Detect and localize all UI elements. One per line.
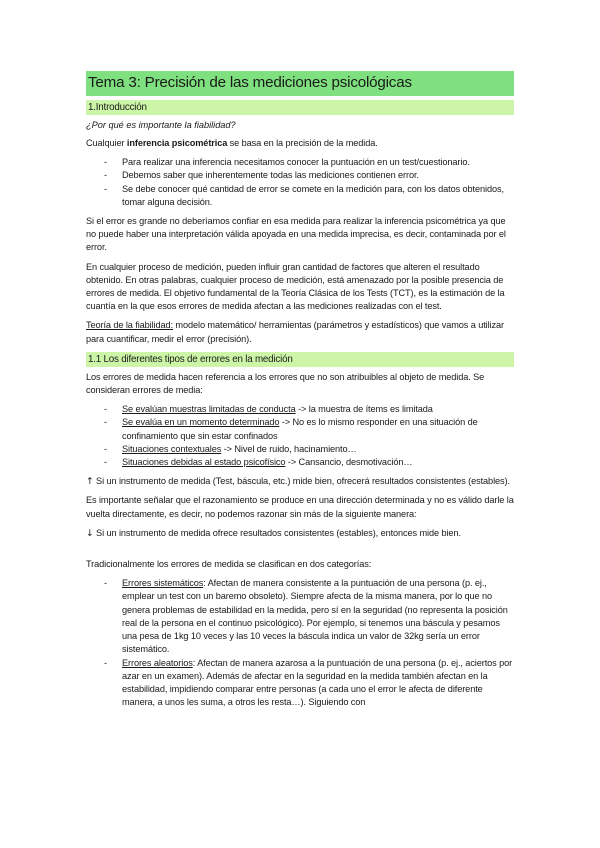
spacer xyxy=(86,546,514,558)
paragraph-text: Si un instrumento de medida ofrece resultados consistentes (estables), entonces mide bien. xyxy=(93,527,461,538)
paragraph-text: modelo matemático/ herramientas (parámetros y estadísticos) que vamos a utilizar para cuantificar, medir el error (precisión). xyxy=(86,320,504,344)
list-item-term: Errores sistemáticos xyxy=(122,578,204,589)
bold-term: inferencia psicométrica xyxy=(126,138,228,148)
paragraph-mide-bien xyxy=(86,475,514,488)
list-item-term: Se evalúa en un momento determinado xyxy=(122,417,280,428)
paragraph-categorias: Tradicionalmente los errores de medida se clasifican en dos categorías: xyxy=(86,559,372,570)
list-item-term: Situaciones debidas al estado psicofísico xyxy=(122,457,286,468)
list-item-text: Se debe conocer qué cantidad de error se comete en la medición para, con los datos obtenidos, tomar alguna decisión. xyxy=(122,183,504,207)
list-item-text: Debemos saber que inherentemente todas las mediciones contienen error. xyxy=(122,170,419,181)
section-heading-tipos-errores: 1.1 Los diferentes tipos de errores en la medición xyxy=(86,352,514,367)
paragraph-proceso-medicion: En cualquier proceso de medición, pueden influir gran cantidad de factores que alteren el resultado obtenido. En otras palabras, cualquier proceso de medición, está amenazado por la posible presencia de errores de medida. El objetivo fundamental de la Teoría Clásica de los Tests (TCT), es la estimación de la cuantía en la que esos errores de medida afectan a las mediciones realizadas con el test. xyxy=(86,261,505,312)
list-item-text: Para realizar una inferencia necesitamos conocer la puntuación en un test/cuestionario. xyxy=(122,157,470,168)
list-item: - Situaciones contextuales -> Nivel de ruido, hacinamiento… xyxy=(104,443,357,454)
list-item: - Se evalúan muestras limitadas de conducta -> la muestra de ítems es limitada xyxy=(104,404,433,415)
section-heading-introduccion: 1.Introducción xyxy=(86,100,514,115)
list-item: - Errores sistemáticos: Afectan de manera consistente a la puntuación de una persona (p. ej., emplear un test con un baremo obsoleto). Siempre afecta de la misma manera, por lo que no genera problemas de estabilidad en la medida, pero sí en la seguridad (no representa la posición real de la persona en el continuo psicológico). Por ejemplo, si tenemos una báscula y pesamos una pesa de 1kg 10 veces y las 10 veces la báscula indica un valor de 32kg sería un error sistemático. xyxy=(104,578,508,655)
list-item-text: -> la muestra de ítems es limitada xyxy=(295,404,433,415)
list-item: - Debemos saber que inherentemente todas las mediciones contienen error. xyxy=(104,170,419,181)
list-item-term: Errores aleatorios xyxy=(122,657,193,668)
list-item-text: : Afectan de manera consistente a la puntuación de una persona (p. ej., emplear un test con un baremo obsoleto). Siempre afecta de la misma manera, por lo que no genera problemas de estabilidad en la medida, pero sí en la seguridad (no representa la posición real de la persona en el continuo psicológico). Por ejemplo, si tenemos una báscula y pesamos una pesa de 1kg 10 veces y las 10 veces la báscula indica un valor de 32kg sería un error sistemático. xyxy=(122,578,508,655)
paragraph-text: Si un instrumento de medida (Test, báscula, etc.) mide bien, ofrecerá resultados consistentes (estables). xyxy=(93,476,510,487)
arrow-down-icon: ↓ xyxy=(86,527,94,539)
list-item-text: : Afectan de manera azarosa a la puntuación de una persona (p. ej., aciertos por azar en un examen). Además de afectar en la seguridad en la medida también afectan en la estabilidad, impidiendo comparar entre personas (a cada uno el error le afecta de diferente manera, a unos les suma, a otros les resta…). Siguiendo con xyxy=(122,657,513,708)
document-content xyxy=(86,71,514,715)
list-item-term: Se evalúan muestras limitadas de conducta xyxy=(122,404,296,415)
paragraph-inferencia xyxy=(86,137,514,150)
list-item-text: -> Cansancio, desmotivación… xyxy=(285,457,413,468)
list-item: - Se debe conocer qué cantidad de error se comete en la medición para, con los datos obtenidos, tomar alguna decisión. xyxy=(104,183,504,207)
bullet-list-errores xyxy=(86,403,514,469)
bullet-list-categorias xyxy=(86,577,514,709)
section-question: ¿Por qué es importante la fiabilidad? xyxy=(86,120,236,130)
list-item-text: -> Nivel de ruido, hacinamiento… xyxy=(221,443,357,454)
arrow-up-icon: ↑ xyxy=(86,476,94,488)
paragraph-razonamiento: Es importante señalar que el razonamiento se produce en una dirección determinada y no es válido darle la vuelta directamente, es decir, no podemos razonar sin más de la siguiente manera: xyxy=(86,495,514,519)
list-item-text: -> No es lo mismo responder en una situación de confinamiento que sin estar confinados xyxy=(122,417,478,441)
underlined-term: Teoría de la fiabilidad: xyxy=(86,320,173,331)
list-item: - Situaciones debidas al estado psicofísico -> Cansancio, desmotivación… xyxy=(104,457,413,468)
paragraph-error-grande: Si el error es grande no deberíamos confiar en esa medida para realizar la inferencia psicométrica ya que no puede haber una interpretación válida apoyada en una medida imprecisa, es decir, contaminada por el error. xyxy=(86,216,506,253)
list-item: - Errores aleatorios: Afectan de manera azarosa a la puntuación de una persona (p. ej., aciertos por azar en un examen). Además de afectar en la seguridad en la medida también afectan en la estabilidad, impidiendo comparar entre personas (a cada uno el error le afecta de diferente manera, a unos les suma, a otros les resta…). Siguiendo con xyxy=(104,657,513,708)
paragraph-errores-medida: Los errores de medida hacen referencia a los errores que no son atribuibles al objeto de medida. Se consideran errores de media: xyxy=(86,371,485,396)
paragraph-text: Cualquier xyxy=(86,138,127,148)
list-item: - Para realizar una inferencia necesitamos conocer la puntuación en un test/cuestionario. xyxy=(104,157,470,168)
list-item-term: Situaciones contextuales xyxy=(122,443,222,454)
page-title: Tema 3: Precisión de las mediciones psicológicas xyxy=(86,71,514,96)
paragraph-consistentes xyxy=(86,527,514,540)
paragraph-text: se basa en la precisión de la medida. xyxy=(227,138,378,148)
list-item: - Se evalúa en un momento determinado -> No es lo mismo responder en una situación de confinamiento que sin estar confinados xyxy=(104,417,478,441)
bullet-list-intro xyxy=(86,156,514,209)
paragraph-teoria-fiabilidad xyxy=(86,319,514,345)
